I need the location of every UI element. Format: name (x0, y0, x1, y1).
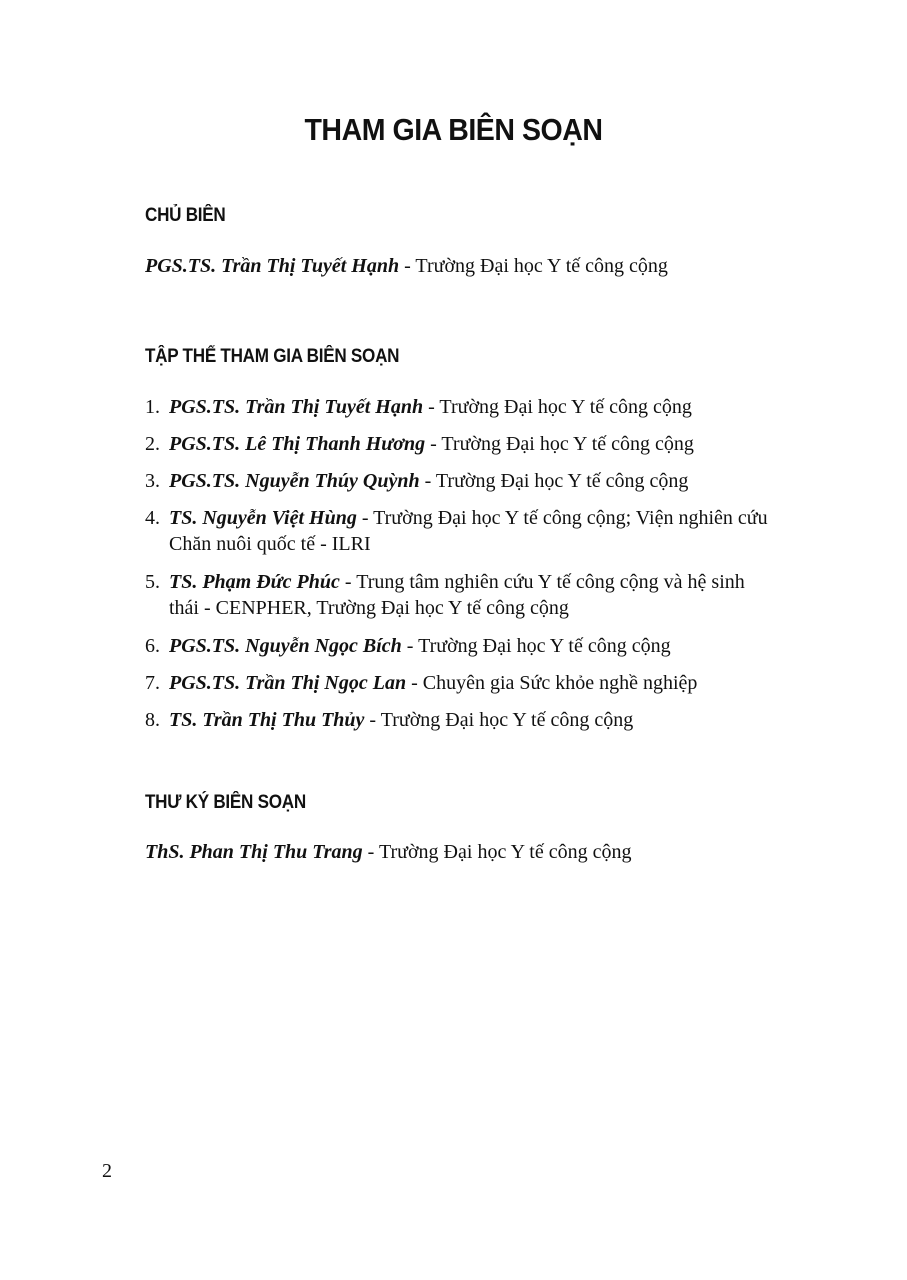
contributor-item (145, 670, 815, 696)
contributor-name: TS. Trần Thị Thu Thủy (169, 709, 365, 731)
contributor-affiliation-continued: Chăn nuôi quốc tế - ILRI (169, 533, 371, 555)
page-number: 2 (102, 1160, 112, 1182)
secretary-heading: THƯ KÝ BIÊN SOẠN (145, 792, 306, 813)
chief-editor-affiliation: - Trường Đại học Y tế công cộng (399, 255, 668, 277)
contributor-affiliation: - Trường Đại học Y tế công cộng (364, 709, 634, 731)
contributor-item (145, 707, 815, 733)
contributor-affiliation: - Trung tâm nghiên cứu Y tế công cộng và hệ sinh (339, 571, 745, 593)
contributor-name: PGS.TS. Nguyễn Thúy Quỳnh (169, 470, 420, 492)
contributor-name: PGS.TS. Trần Thị Tuyết Hạnh (169, 396, 424, 418)
secretary-line (145, 839, 815, 865)
contributor-item (145, 431, 815, 457)
contributor-affiliation: - Trường Đại học Y tế công cộng; Viện nghiên cứu (356, 507, 768, 529)
item-number: 5. (145, 571, 160, 593)
contributor-item (145, 569, 815, 621)
contributor-item (145, 505, 815, 557)
contributor-item (145, 394, 815, 420)
item-number: 7. (145, 672, 160, 694)
contributor-affiliation: - Trường Đại học Y tế công cộng (401, 635, 671, 657)
contributor-item (145, 633, 815, 659)
contributor-affiliation: - Trường Đại học Y tế công cộng (419, 470, 689, 492)
secretary-affiliation: - Trường Đại học Y tế công cộng (362, 841, 632, 863)
chief-editor-line (145, 253, 815, 279)
item-number: 3. (145, 470, 160, 492)
contributor-name: PGS.TS. Lê Thị Thanh Hương (169, 433, 426, 455)
page-title: THAM GIA BIÊN SOẠN (304, 112, 603, 147)
contributor-affiliation: - Chuyên gia Sức khỏe nghề nghiệp (406, 672, 698, 694)
contributor-name: TS. Nguyễn Việt Hùng (169, 507, 357, 529)
contributor-affiliation: - Trường Đại học Y tế công cộng (425, 433, 694, 455)
contributor-item (145, 468, 815, 494)
contributor-name: PGS.TS. Trần Thị Ngọc Lan (169, 672, 407, 694)
chief-editor-name: PGS.TS. Trần Thị Tuyết Hạnh (145, 255, 400, 277)
item-number: 8. (145, 709, 160, 731)
secretary-name: ThS. Phan Thị Thu Trang (145, 841, 363, 863)
contributor-affiliation-continued: thái - CENPHER, Trường Đại học Y tế công cộng (169, 597, 569, 619)
contributors-heading: TẬP THỂ THAM GIA BIÊN SOẠN (145, 346, 400, 367)
item-number: 2. (145, 433, 160, 455)
item-number: 6. (145, 635, 160, 657)
contributor-affiliation: - Trường Đại học Y tế công cộng (423, 396, 692, 418)
chief-editor-heading: CHỦ BIÊN (145, 205, 226, 226)
item-number: 4. (145, 507, 160, 529)
contributor-name: TS. Phạm Đức Phúc (169, 571, 340, 593)
contributor-name: PGS.TS. Nguyễn Ngọc Bích (169, 635, 402, 657)
item-number: 1. (145, 396, 160, 418)
